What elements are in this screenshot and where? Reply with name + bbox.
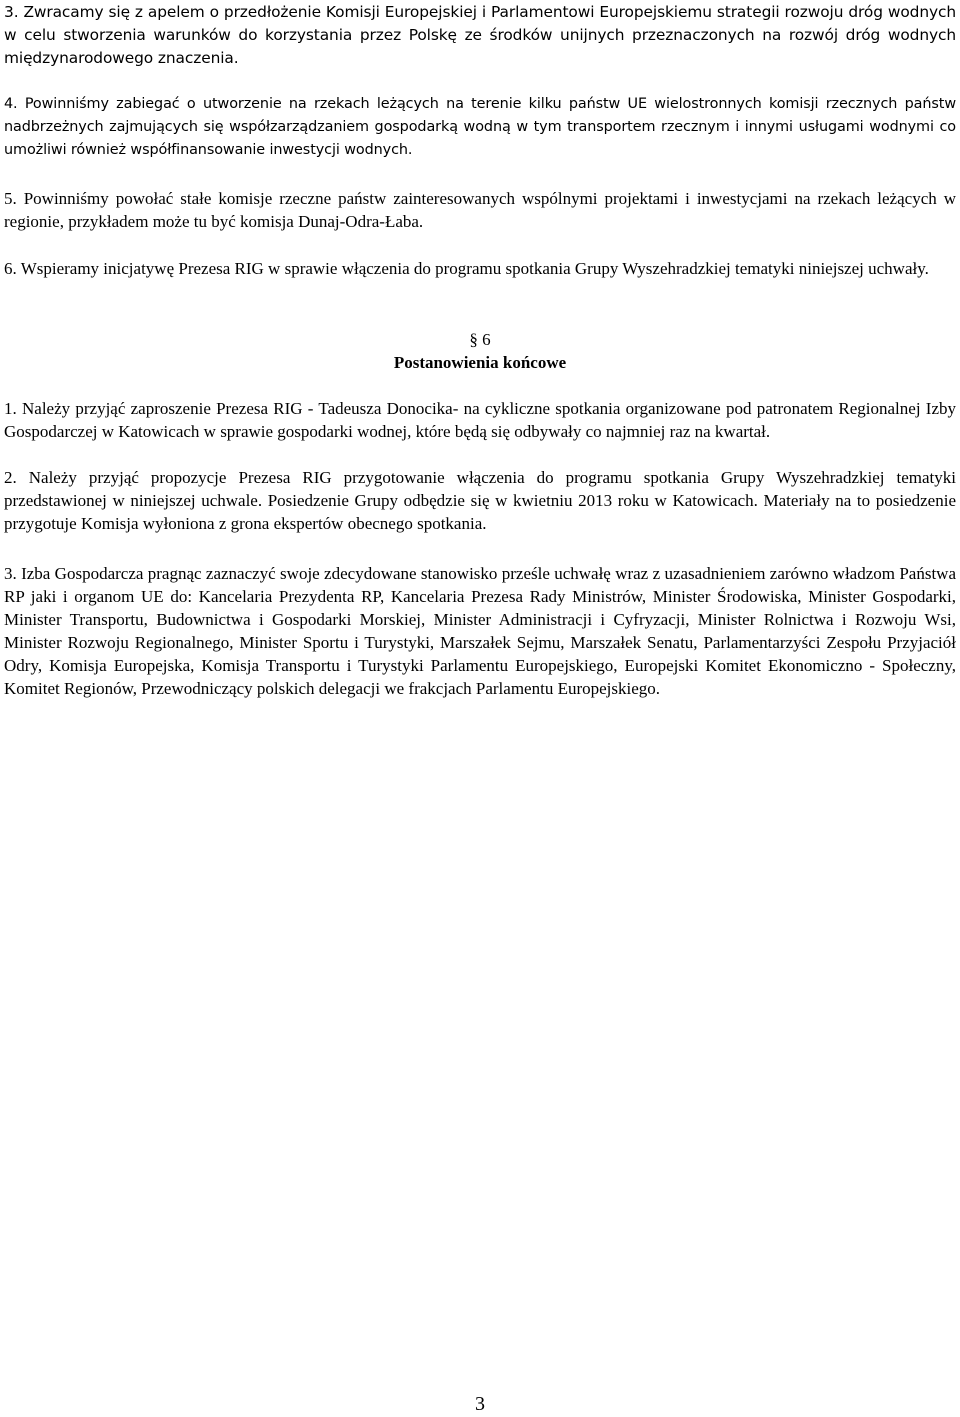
- closing-paragraph-1: 1. Należy przyjąć zaproszenie Prezesa RIG - Tadeusza Donocika- na cykliczne spotkania organizowane pod patronatem Regionalnej Izby Gospodarczej w Katowicach w sprawie gospodarki wodnej, które będą się odbywały co najmniej raz na kwartał.: [4, 399, 956, 441]
- paragraph-3: 3. Zwracamy się z apelem o przedłożenie Komisji Europejskiej i Parlamentowi Europejskiemu strategii rozwoju dróg wodnych w celu stworzenia warunków do korzystania przez Polskę ze środków unijnych przeznaczonych na rozwój dróg wodnych międzynarodowego znaczenia.: [4, 3, 956, 67]
- paragraph-4: 4. Powinniśmy zabiegać o utworzenie na rzekach leżących na terenie kilku państw UE wielostronnych komisji rzecznych państw nadbrzeżnych zajmujących się współzarządzaniem gospodarką wodną w tym transportem rzecznym i innymi usługami wodnymi co umożliwi również współfinansowanie inwestycji wodnych.: [4, 96, 956, 158]
- page-number: 3: [475, 1393, 485, 1415]
- paragraph-6: 6. Wspieramy inicjatywę Prezesa RIG w sprawie włączenia do programu spotkania Grupy Wyszehradzkiej tematyki niniejszej uchwały.: [4, 259, 929, 278]
- closing-paragraph-3: 3. Izba Gospodarcza pragnąc zaznaczyć swoje zdecydowane stanowisko prześle uchwałę wraz z uzasadnieniem zarówno władzom Państwa RP jaki i organom UE do: Kancelaria Prezydenta RP, Kancelaria Prezesa Rady Ministrów, Minister Środowiska, Minister Gospodarki, Minister Transportu, Budownictwa i Gospodarki Morskiej, Minister Administracji i Cyfryzacji, Minister Rolnictwa i Rozwoju Wsi, Minister Rozwoju Regionalnego, Minister Sportu i Turystyki, Marszałek Sejmu, Marszałek Senatu, Parlamentarzyści Zespołu Przyjaciół Odry, Komisja Europejska, Komisja Transportu i Turystyki Parlamentu Europejskiego, Europejski Komitet Ekonomiczno - Społeczny, Komitet Regionów, Przewodniczący polskich delegacji we frakcjach Parlamentu Europejskiego.: [4, 564, 956, 698]
- paragraph-5: 5. Powinniśmy powołać stałe komisje rzeczne państw zainteresowanych wspólnymi projektami i inwestycjami na rzekach leżących w regionie, przykładem może tu być komisja Dunaj-Odra-Łaba.: [4, 189, 956, 231]
- closing-paragraph-2: 2. Należy przyjąć propozycje Prezesa RIG przygotowanie włączenia do programu spotkania Grupy Wyszehradzkiej tematyki przedstawionej w niniejszej uchwale. Posiedzenie Grupy odbędzie się w kwietniu 2013 roku w Katowicach. Materiały na to posiedzenie przygotuje Komisja wyłoniona z grona ekspertów obecnego spotkania.: [4, 468, 956, 533]
- document-page: [4, 0, 956, 1417]
- section-title: Postanowienia końcowe: [393, 353, 567, 372]
- section-number: § 6: [469, 330, 491, 349]
